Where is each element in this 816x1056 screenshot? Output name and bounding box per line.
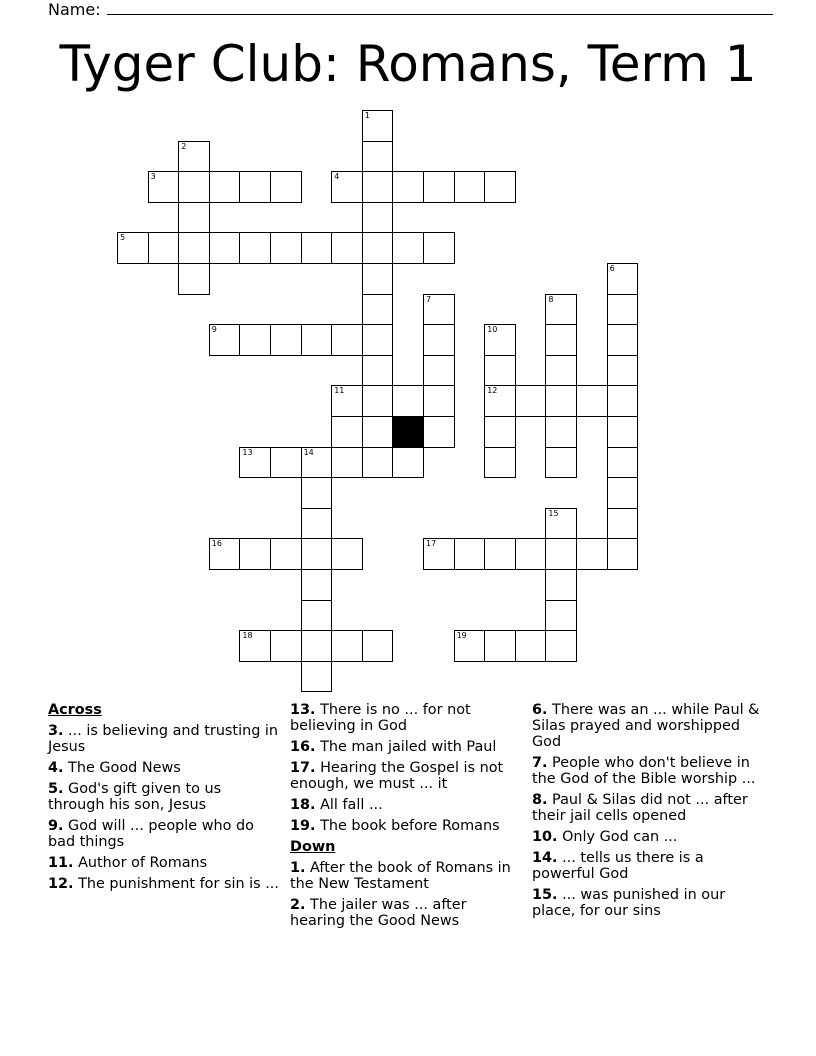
grid-cell[interactable]	[362, 355, 394, 387]
grid-cell[interactable]	[423, 294, 455, 326]
grid-cell[interactable]	[484, 324, 516, 356]
clue-number: 7	[426, 294, 432, 304]
clue-item-number: 6.	[532, 702, 548, 718]
grid-cell[interactable]	[576, 385, 608, 417]
clue-item	[48, 818, 280, 850]
grid-cell[interactable]	[454, 630, 486, 662]
grid-cell[interactable]	[515, 630, 547, 662]
clue-item	[290, 818, 526, 834]
clue-item-text: All fall ...	[315, 797, 383, 813]
grid-cell[interactable]	[178, 141, 210, 173]
clue-number: 6	[609, 264, 615, 273]
grid-cell[interactable]	[423, 324, 455, 356]
grid-cell[interactable]	[209, 171, 241, 203]
grid-cell[interactable]	[545, 355, 577, 387]
clue-item-text: Author of Romans	[73, 855, 208, 871]
grid-cell[interactable]	[607, 538, 639, 570]
clue-column-1	[48, 702, 280, 897]
clue-item-text: The punishment for sin is ...	[73, 876, 279, 892]
grid-cell[interactable]	[545, 447, 577, 479]
grid-cell[interactable]	[331, 447, 363, 479]
clue-item-text: ... is believing and trusting in Jesus	[48, 723, 279, 755]
grid-cell[interactable]	[484, 355, 516, 387]
page-title: Tyger Club: Romans, Term 1	[59, 35, 757, 93]
grid-cell[interactable]	[545, 294, 577, 326]
clue-item-text: Paul & Silas did not ... after their jail cells opened	[532, 792, 748, 824]
clue-item	[290, 797, 526, 813]
grid-cell[interactable]	[239, 171, 271, 203]
grid-cell[interactable]	[484, 630, 516, 662]
grid-cell[interactable]	[362, 294, 394, 326]
clue-number: 16	[211, 539, 222, 549]
across-clue-list	[48, 723, 280, 892]
grid-cell[interactable]	[484, 385, 516, 417]
grid-cell[interactable]	[301, 538, 333, 570]
grid-cell[interactable]	[423, 232, 455, 264]
across-heading: Across	[48, 702, 102, 718]
grid-cell[interactable]	[239, 232, 271, 264]
grid-cell[interactable]	[423, 385, 455, 417]
clue-number: 18	[242, 631, 253, 641]
clue-item-number: 12.	[48, 876, 74, 892]
clue-item-number: 18.	[290, 797, 316, 813]
grid-cell[interactable]	[545, 385, 577, 417]
grid-cell[interactable]	[331, 324, 363, 356]
grid-cell[interactable]	[362, 110, 394, 142]
clue-item-text: After the book of Romans in the New Testament	[290, 860, 511, 892]
down-heading: Down	[290, 839, 336, 855]
clue-number: 12	[487, 386, 498, 396]
grid-cell[interactable]	[301, 447, 333, 479]
grid-cell[interactable]	[270, 232, 302, 264]
clue-item-number: 15.	[532, 887, 558, 903]
clue-item-number: 17.	[290, 760, 316, 776]
clue-column-2	[290, 702, 526, 934]
clue-item-text: ... tells us there is a powerful God	[532, 850, 704, 882]
grid-cell[interactable]	[117, 232, 149, 264]
grid-cell[interactable]	[148, 171, 180, 203]
grid-cell[interactable]	[331, 232, 363, 264]
grid-cell[interactable]	[607, 294, 639, 326]
clue-item-number: 9.	[48, 818, 64, 834]
grid-cell[interactable]	[331, 385, 363, 417]
clue-item-text: Hearing the Gospel is not enough, we must ... it	[290, 760, 504, 792]
clue-item-number: 5.	[48, 781, 64, 797]
clue-item	[290, 897, 526, 929]
clue-item-number: 1.	[290, 860, 306, 876]
grid-cell[interactable]	[484, 538, 516, 570]
clue-number: 14	[303, 447, 314, 457]
clue-column-3	[532, 702, 768, 924]
clue-item-text: God's gift given to us through his son, Jesus	[48, 781, 222, 813]
grid-cell[interactable]	[331, 416, 363, 448]
grid-cell[interactable]	[392, 385, 424, 417]
clue-item	[48, 781, 280, 813]
grid-cell[interactable]	[270, 171, 302, 203]
grid-cell[interactable]	[331, 171, 363, 203]
grid-cell[interactable]	[484, 171, 516, 203]
grid-cell[interactable]	[301, 630, 333, 662]
clue-item-text: There is no ... for not believing in God	[290, 702, 471, 734]
clue-item-text: There was an ... while Paul & Silas prayed and worshipped God	[532, 702, 760, 750]
grid-cell[interactable]	[545, 416, 577, 448]
grid-cell[interactable]	[515, 538, 547, 570]
grid-cell[interactable]	[362, 416, 394, 448]
grid-cell[interactable]	[301, 477, 333, 509]
grid-cell[interactable]	[362, 263, 394, 295]
blocked-cell	[392, 416, 424, 448]
clue-number: 15	[548, 508, 559, 518]
grid-cell[interactable]	[362, 447, 394, 479]
clue-item	[48, 760, 280, 776]
grid-cell[interactable]	[607, 355, 639, 387]
clue-item-text: The man jailed with Paul	[315, 739, 497, 755]
clue-number: 11	[334, 386, 345, 396]
clue-item	[48, 876, 280, 892]
grid-cell[interactable]	[209, 324, 241, 356]
down-clue-list	[290, 860, 526, 929]
grid-cell[interactable]	[545, 324, 577, 356]
grid-cell[interactable]	[148, 232, 180, 264]
grid-cell[interactable]	[454, 171, 486, 203]
grid-cell[interactable]	[607, 385, 639, 417]
across-clue-list-cont	[290, 702, 526, 834]
grid-cell[interactable]	[607, 447, 639, 479]
grid-cell[interactable]	[607, 263, 639, 295]
clue-number: 10	[487, 325, 498, 335]
grid-cell[interactable]	[270, 324, 302, 356]
grid-cell[interactable]	[239, 324, 271, 356]
grid-cell[interactable]	[209, 232, 241, 264]
clue-item	[48, 855, 280, 871]
clue-number: 1	[364, 111, 370, 120]
grid-cell[interactable]	[362, 385, 394, 417]
clue-item	[48, 723, 280, 755]
clue-item-text: The book before Romans	[315, 818, 500, 834]
clue-item-number: 8.	[532, 792, 548, 808]
clue-item	[290, 860, 526, 892]
grid-cell[interactable]	[301, 569, 333, 601]
clue-number: 5	[120, 233, 126, 243]
grid-cell[interactable]	[270, 630, 302, 662]
grid-cell[interactable]	[607, 324, 639, 356]
clue-item-number: 11.	[48, 855, 74, 871]
clue-number: 13	[242, 447, 253, 457]
grid-cell[interactable]	[301, 600, 333, 632]
grid-cell[interactable]	[607, 416, 639, 448]
clue-item-number: 10.	[532, 829, 558, 845]
grid-cell[interactable]	[545, 569, 577, 601]
clue-number: 8	[548, 294, 554, 304]
grid-cell[interactable]	[301, 232, 333, 264]
grid-cell[interactable]	[239, 447, 271, 479]
grid-cell[interactable]	[545, 508, 577, 540]
down-clue-list-cont	[532, 702, 768, 919]
grid-cell[interactable]	[362, 202, 394, 234]
clue-item	[532, 887, 768, 919]
clue-item-text: The jailer was ... after hearing the Good News	[290, 897, 467, 929]
clue-number: 17	[426, 539, 437, 549]
clue-item-number: 3.	[48, 723, 64, 739]
clue-item-number: 16.	[290, 739, 316, 755]
grid-cell[interactable]	[454, 538, 486, 570]
grid-cell[interactable]	[178, 232, 210, 264]
clue-item-number: 13.	[290, 702, 316, 718]
grid-cell[interactable]	[362, 232, 394, 264]
clue-item-number: 19.	[290, 818, 316, 834]
grid-cell[interactable]	[607, 508, 639, 540]
clue-number: 19	[456, 631, 467, 641]
grid-cell[interactable]	[484, 416, 516, 448]
clue-item-number: 2.	[290, 897, 306, 913]
clue-item	[290, 739, 526, 755]
grid-cell[interactable]	[423, 538, 455, 570]
grid-cell[interactable]	[331, 630, 363, 662]
clue-number: 3	[150, 172, 156, 182]
clue-item	[290, 702, 526, 734]
grid-cell[interactable]	[484, 447, 516, 479]
grid-cell[interactable]	[607, 477, 639, 509]
grid-cell[interactable]	[392, 447, 424, 479]
grid-cell[interactable]	[270, 447, 302, 479]
grid-cell[interactable]	[270, 538, 302, 570]
clue-item	[532, 850, 768, 882]
clue-item-text: God will ... people who do bad things	[48, 818, 254, 850]
clue-item	[532, 792, 768, 824]
grid-cell[interactable]	[362, 324, 394, 356]
grid-cell[interactable]	[301, 508, 333, 540]
grid-cell[interactable]	[392, 232, 424, 264]
grid-cell[interactable]	[178, 171, 210, 203]
grid-cell[interactable]	[239, 630, 271, 662]
name-label: Name:	[48, 0, 101, 19]
clue-number: 9	[211, 325, 217, 335]
clue-number: 4	[334, 172, 340, 182]
grid-cell[interactable]	[331, 538, 363, 570]
grid-cell[interactable]	[545, 600, 577, 632]
grid-cell[interactable]	[178, 263, 210, 295]
clue-item-text: The Good News	[63, 760, 181, 776]
clue-item-text: Only God can ...	[557, 829, 678, 845]
grid-cell[interactable]	[239, 538, 271, 570]
grid-cell[interactable]	[423, 416, 455, 448]
grid-cell[interactable]	[362, 141, 394, 173]
grid-cell[interactable]	[209, 538, 241, 570]
grid-cell[interactable]	[301, 661, 333, 693]
grid-cell[interactable]	[392, 171, 424, 203]
clue-item-number: 7.	[532, 755, 548, 771]
grid-cell[interactable]	[362, 171, 394, 203]
clue-item-text: People who don't believe in the God of the Bible worship ...	[532, 755, 756, 787]
clue-item-number: 14.	[532, 850, 558, 866]
clue-item	[532, 702, 768, 750]
grid-cell[interactable]	[362, 630, 394, 662]
grid-cell[interactable]	[545, 538, 577, 570]
clue-number: 2	[181, 141, 187, 151]
clue-item-number: 4.	[48, 760, 64, 776]
clue-item	[532, 755, 768, 787]
grid-cell[interactable]	[576, 538, 608, 570]
grid-cell[interactable]	[423, 355, 455, 387]
grid-cell[interactable]	[301, 324, 333, 356]
clue-item	[290, 760, 526, 792]
clue-item-text: ... was punished in our place, for our sins	[532, 887, 726, 919]
clue-item	[532, 829, 768, 845]
grid-cell[interactable]	[178, 202, 210, 234]
grid-cell[interactable]	[545, 630, 577, 662]
grid-cell[interactable]	[515, 385, 547, 417]
grid-cell[interactable]	[423, 171, 455, 203]
